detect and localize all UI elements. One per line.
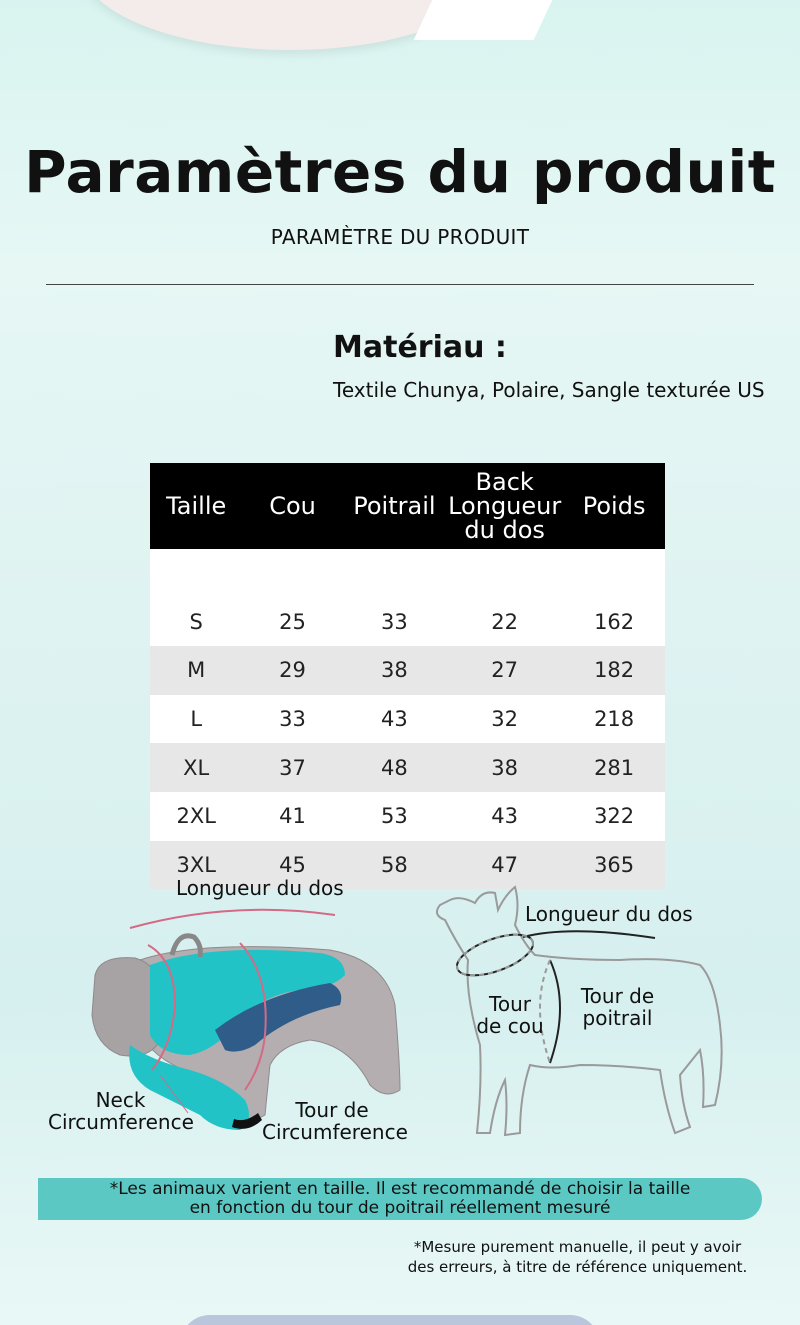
coat-hood xyxy=(92,958,160,1056)
back-length-line xyxy=(130,910,335,928)
table-cell: M xyxy=(187,658,206,683)
coat-neck-line-1: Neck xyxy=(95,1088,146,1112)
dog-chest-label xyxy=(570,985,665,1029)
footnote-line-1: *Mesure purement manuelle, il peut y avoir xyxy=(413,1238,742,1256)
table-cell: 32 xyxy=(491,707,519,732)
size-table xyxy=(150,463,665,889)
dog-back-length-label: Longueur du dos xyxy=(525,902,693,926)
header-cou: Cou xyxy=(269,492,316,520)
header-back-line-1: Back xyxy=(475,468,534,496)
divider xyxy=(46,284,754,285)
table-cell: 33 xyxy=(381,609,408,634)
table-cell: 3XL xyxy=(176,852,216,877)
header-taille: Taille xyxy=(166,492,227,520)
header-back-length xyxy=(446,463,563,549)
table-row xyxy=(150,598,665,647)
table-cell: 218 xyxy=(594,707,635,732)
coat-neck-line-2: Circumference xyxy=(48,1110,194,1134)
table-cell: 322 xyxy=(594,804,635,829)
table-row xyxy=(150,646,665,695)
table-cell: 29 xyxy=(279,658,306,683)
table-cell: 365 xyxy=(594,852,635,877)
footnote-line-2: des erreurs, à titre de référence uniquement. xyxy=(407,1258,748,1276)
dog-neck-line-2: de cou xyxy=(476,1014,544,1038)
measurement-footnote xyxy=(400,1237,755,1277)
coat-back-length-label: Longueur du dos xyxy=(176,876,344,900)
table-header-row xyxy=(150,463,665,549)
banner-line-2: en fonction du tour de poitrail réellement mesuré xyxy=(189,1198,611,1218)
table-row xyxy=(150,695,665,744)
table-cell: 33 xyxy=(279,707,306,732)
page-title: Paramètres du produit xyxy=(24,138,776,206)
table-cell: 58 xyxy=(381,852,408,877)
dog-chest-line xyxy=(550,960,560,1063)
dog-neck-line-1: Tour xyxy=(489,992,531,1016)
coat-chest-line-2: Circumference xyxy=(262,1120,408,1144)
page-subtitle: PARAMÈTRE DU PRODUIT xyxy=(270,225,530,249)
table-cell: 43 xyxy=(491,804,519,829)
material-value: Textile Chunya, Polaire, Sangle texturée US xyxy=(333,378,765,402)
table-cell: 41 xyxy=(279,804,306,829)
table-cell: 25 xyxy=(279,609,306,634)
measurement-diagram xyxy=(0,865,800,1165)
table-cell: 48 xyxy=(381,755,408,780)
table-cell: 53 xyxy=(381,804,408,829)
table-cell: 162 xyxy=(594,609,635,634)
table-row xyxy=(150,743,665,792)
header-poids: Poids xyxy=(582,492,646,520)
table-cell: 43 xyxy=(381,707,408,732)
dog-chest-line-2: poitrail xyxy=(582,1006,653,1030)
header-poitrail: Poitrail xyxy=(353,492,436,520)
table-cell: 37 xyxy=(279,755,306,780)
table-cell: 22 xyxy=(491,609,519,634)
dog-neck-label xyxy=(470,993,550,1037)
header-back-line-3: du dos xyxy=(464,516,545,544)
table-cell: 38 xyxy=(381,658,408,683)
bottom-decoration xyxy=(180,1315,600,1325)
table-cell: 27 xyxy=(491,658,519,683)
table-cell: 38 xyxy=(491,755,519,780)
size-advice-banner xyxy=(38,1178,762,1220)
table-spacer xyxy=(150,549,665,598)
dog-chest-line-1: Tour de xyxy=(580,984,655,1008)
banner-line-1: *Les animaux varient en taille. Il est recommandé de choisir la taille xyxy=(109,1179,691,1199)
table-cell: 182 xyxy=(594,658,635,683)
table-cell: L xyxy=(190,707,203,732)
table-cell: 45 xyxy=(279,852,306,877)
table-cell: XL xyxy=(183,755,210,780)
material-label: Matériau : xyxy=(333,330,507,365)
dog-back-length-line xyxy=(523,931,655,938)
header-back-line-2: Longueur xyxy=(448,492,562,520)
table-cell: 281 xyxy=(594,755,635,780)
coat-chest-label xyxy=(262,1098,408,1144)
table-cell: 47 xyxy=(491,852,519,877)
coat-neck-label xyxy=(48,1089,193,1133)
coat-chest-line-1: Tour de xyxy=(295,1098,369,1122)
table-row xyxy=(150,792,665,841)
table-cell: 2XL xyxy=(176,804,216,829)
table-cell: S xyxy=(189,609,203,634)
top-decoration-accent xyxy=(414,0,567,40)
